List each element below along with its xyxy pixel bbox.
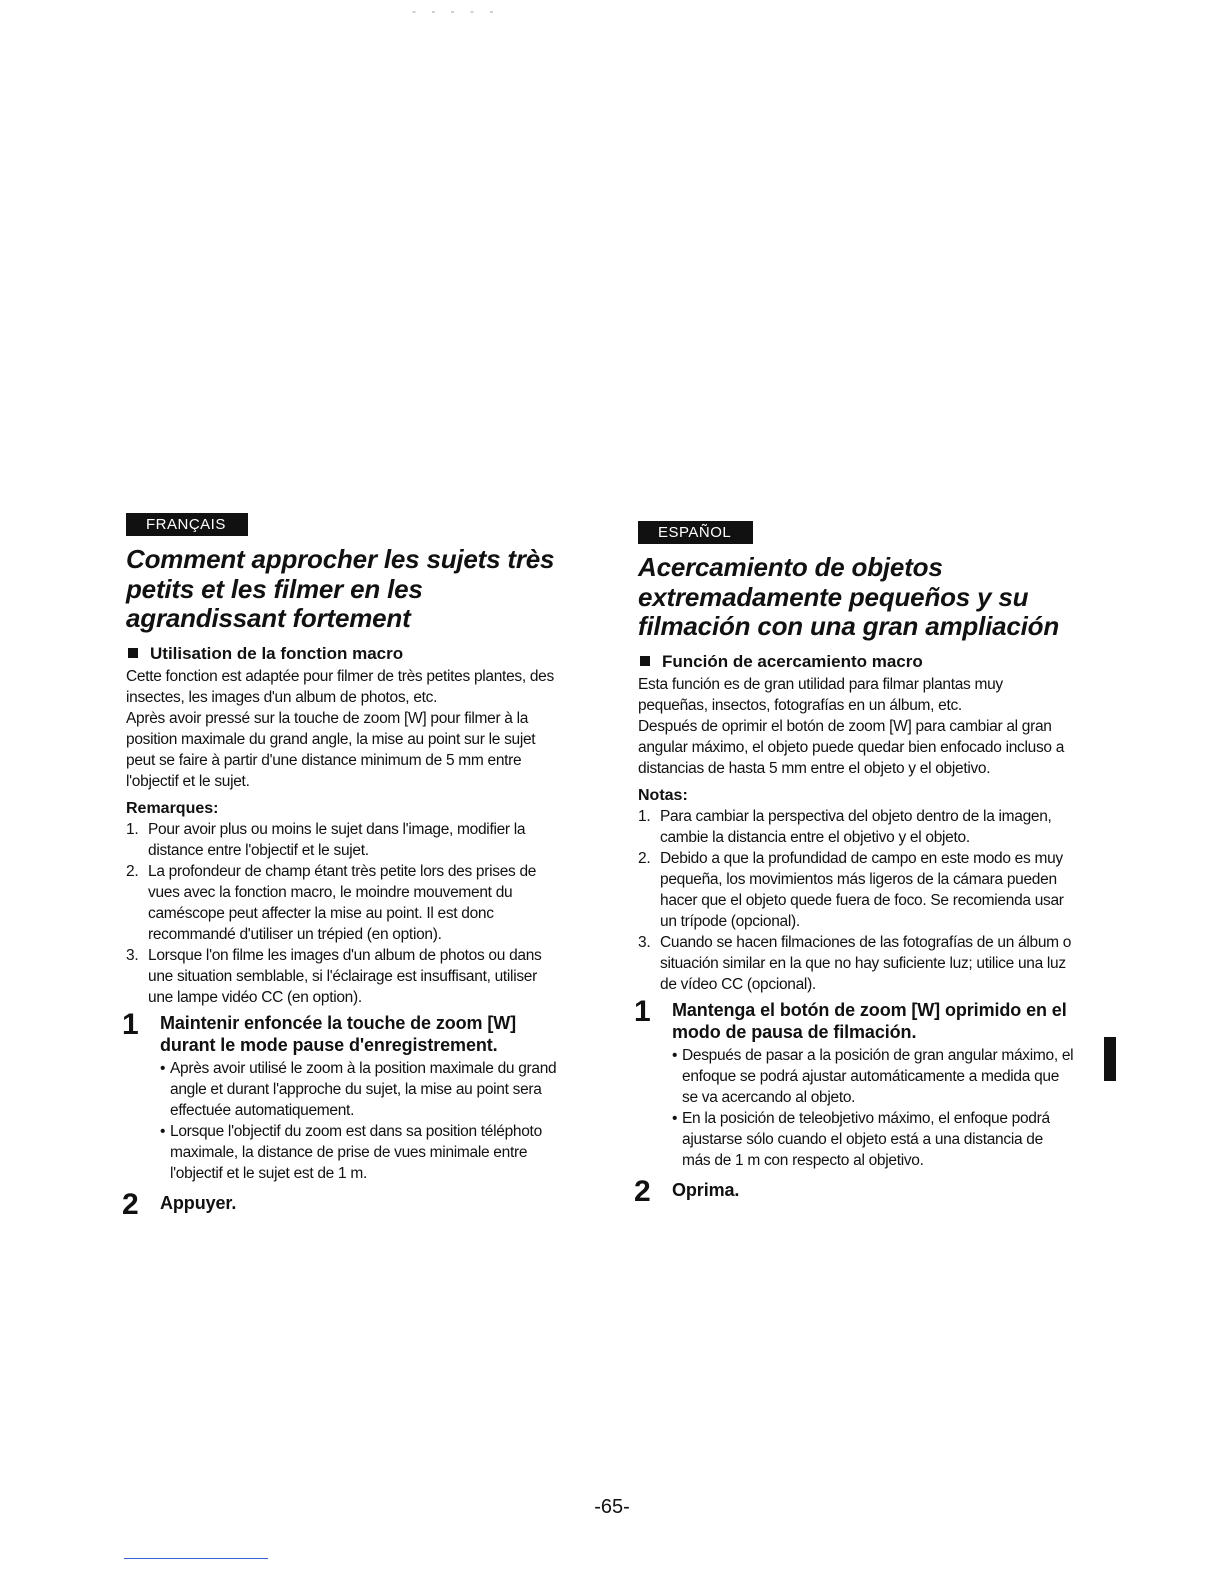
intro-paragraph: Cette fonction est adaptée pour filmer de très petites plantes, des insectes, les images d'un album de photos, etc. (126, 667, 554, 706)
intro-paragraph: Esta función es de gran utilidad para filmar plantas muy pequeñas, insectos, fotografías en un álbum, etc. (638, 675, 1003, 714)
section-heading-text: Utilisation de la fonction macro (150, 643, 404, 663)
note-number: 1. (638, 807, 651, 825)
step-1 (634, 994, 1074, 1171)
note-text: Cuando se hacen filmaciones de las fotografías de un álbum o situación similar en la que no hay suficiente luz; utilice una luz de vídeo CC (opcional). (660, 933, 1072, 993)
section-heading-text: Función de acercamiento macro (662, 651, 923, 671)
step-bullet (672, 1045, 1074, 1108)
scan-marks: - - - - - (412, 4, 500, 18)
step-bullet-list (672, 1045, 1074, 1171)
step-2 (634, 1174, 1074, 1208)
step-label: Mantenga el botón de zoom [W] oprimido en el modo de pausa de filmación. (672, 999, 1067, 1042)
step-label: Appuyer. (160, 1192, 237, 1213)
step-bullet (672, 1108, 1074, 1171)
footer-rule (124, 1558, 268, 1559)
step-1 (122, 1007, 562, 1184)
detail-paragraph: Después de oprimir el botón de zoom [W] para cambiar al gran angular máximo, el objeto puede quedar bien enfocado incluso a distancias de hasta 5 mm entre el objeto y el objetivo. (638, 717, 1065, 777)
step-2 (122, 1187, 562, 1221)
note-text: Pour avoir plus ou moins le sujet dans l'image, modifier la distance entre l'objectif et le sujet. (148, 820, 526, 859)
step-number: 2 (634, 1174, 651, 1208)
notes-list (634, 806, 1074, 995)
note-text: Para cambiar la perspectiva del objeto dentro de la imagen, cambie la distancia entre el objetivo y el objeto. (660, 807, 1052, 846)
margin-thumb-tab (1104, 1037, 1116, 1081)
detail-paragraph: Après avoir pressé sur la touche de zoom [W] pour filmer à la position maximale du grand angle, la mise au point sur le sujet peut se faire à partir d'une distance minimum de 5 mm entre l'objectif et le sujet. (126, 709, 536, 790)
page-number: -65- (594, 1496, 630, 1518)
note-number: 2. (126, 862, 139, 880)
step-number: 1 (122, 1007, 139, 1041)
square-bullet-icon (640, 656, 650, 666)
spanish-column (634, 513, 1074, 1208)
bullet-dot-icon: • (672, 1046, 678, 1064)
bullet-dot-icon: • (160, 1059, 166, 1077)
step-bullet-text: Après avoir utilisé le zoom à la position maximale du grand angle et durant l'approche du sujet, la mise au point sera effectuée automatiquement. (170, 1059, 557, 1119)
bullet-dot-icon: • (672, 1109, 678, 1127)
note-item (122, 819, 562, 861)
notes-heading: Remarques: (126, 799, 219, 817)
step-bullet (160, 1121, 562, 1184)
note-text: Debido a que la profundidad de campo en este modo es muy pequeña, los movimientos más ligeros de la cámara pueden hacer que el objeto quede fuera de foco. Se recomienda usar un trípode (opcional). (660, 849, 1064, 930)
note-item (634, 806, 1074, 848)
notes-list (122, 819, 562, 1008)
step-label: Maintenir enfoncée la touche de zoom [W] durant le mode pause d'enregistrement. (160, 1012, 517, 1055)
section-title: Comment approcher les sujets très petits et les filmer en les agrandissant fortement (126, 544, 555, 633)
note-number: 2. (638, 849, 651, 867)
step-label: Oprima. (672, 1179, 740, 1200)
square-bullet-icon (128, 648, 138, 658)
step-bullet-text: Lorsque l'objectif du zoom est dans sa position téléphoto maximale, la distance de prise de vues minimale entre l'objectif et le sujet est de 1 m. (170, 1122, 542, 1182)
french-column (122, 513, 562, 1221)
note-text: Lorsque l'on filme les images d'un album de photos ou dans une situation semblable, si l'éclairage est insuffisant, utiliser une lampe vidéo CC (en option). (148, 946, 542, 1006)
section-heading (640, 652, 1074, 672)
note-text: La profondeur de champ étant très petite lors des prises de vues avec la fonction macro, le moindre mouvement du caméscope peut affecter la mise au point. Il est donc recommandé d'utiliser un trépied (en option). (148, 862, 537, 943)
note-item (122, 861, 562, 945)
note-item (122, 945, 562, 1008)
language-tab-french: FRANÇAIS (126, 513, 248, 536)
step-bullet-text: En la posición de teleobjetivo máximo, el enfoque podrá ajustarse sólo cuando el objeto está a una distancia de más de 1 m con respecto al objetivo. (682, 1109, 1050, 1169)
step-bullet-list (160, 1058, 562, 1184)
note-number: 3. (126, 946, 139, 964)
step-number: 1 (634, 994, 651, 1028)
step-number: 2 (122, 1187, 139, 1221)
note-number: 3. (638, 933, 651, 951)
section-title: Acercamiento de objetos extremadamente pequeños y su filmación con una gran ampliación (638, 552, 1060, 641)
notes-heading: Notas: (638, 786, 688, 804)
bullet-dot-icon: • (160, 1122, 166, 1140)
step-bullet-text: Después de pasar a la posición de gran angular máximo, el enfoque se podrá ajustar automáticamente a medida que se va acercando al objeto. (682, 1046, 1074, 1106)
note-number: 1. (126, 820, 139, 838)
note-item (634, 932, 1074, 995)
section-heading (128, 644, 562, 664)
note-item (634, 848, 1074, 932)
language-tab-spanish: ESPAÑOL (638, 521, 753, 544)
step-bullet (160, 1058, 562, 1121)
